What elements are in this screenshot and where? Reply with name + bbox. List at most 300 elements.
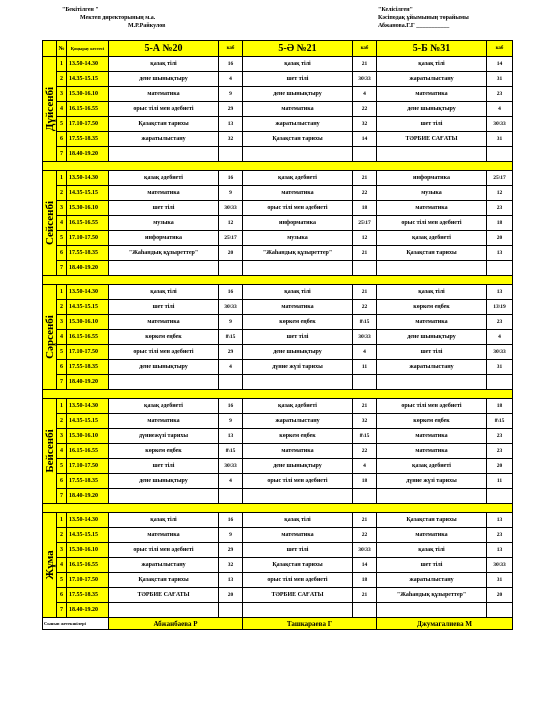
room-class-3 <box>487 603 513 618</box>
subject-class-2: қазақ тілі <box>243 285 353 300</box>
table-row <box>43 543 513 558</box>
subject-class-3: математика <box>377 315 487 330</box>
room-class-2 <box>353 375 377 390</box>
table-row <box>43 414 513 429</box>
room-class-3: 13\19 <box>487 300 513 315</box>
lesson-number: 7 <box>57 261 67 276</box>
lesson-time: 14.35-15.15 <box>67 300 109 315</box>
header-class-2: 5-Ә №21 <box>243 41 353 57</box>
room-class-2: 8\15 <box>353 315 377 330</box>
lesson-time: 18.40-19.20 <box>67 489 109 504</box>
room-class-2: 32 <box>353 414 377 429</box>
lesson-number: 2 <box>57 72 67 87</box>
lesson-number: 2 <box>57 186 67 201</box>
subject-class-1 <box>109 489 219 504</box>
lesson-time: 17.55-18.35 <box>67 588 109 603</box>
lesson-number: 2 <box>57 300 67 315</box>
subject-class-3: қазақ әдебиеті <box>377 231 487 246</box>
table-row <box>43 231 513 246</box>
table-row <box>43 513 513 528</box>
approved-label: "Бекітілген " <box>62 7 99 13</box>
room-class-1: 16 <box>219 399 243 414</box>
subject-class-2: математика <box>243 444 353 459</box>
table-row <box>43 57 513 72</box>
subject-class-3: қазақ әдебиеті <box>377 459 487 474</box>
subject-class-1: математика <box>109 87 219 102</box>
room-class-1: 8\15 <box>219 444 243 459</box>
room-class-3: 23 <box>487 444 513 459</box>
room-class-1: 4 <box>219 360 243 375</box>
header-lesson-time: Қоңырау кестесі <box>67 41 109 57</box>
table-row <box>43 300 513 315</box>
room-class-3: 23 <box>487 528 513 543</box>
subject-class-3: математика <box>377 87 487 102</box>
subject-class-2: Қазақстан тарихы <box>243 132 353 147</box>
subject-class-3: "Жаһандық құзыреттер" <box>377 588 487 603</box>
room-class-3: 20 <box>487 231 513 246</box>
table-row <box>43 489 513 504</box>
table-row <box>43 444 513 459</box>
approver-position: Мектеп директорының м.а. <box>80 15 156 21</box>
day-name: Дүйсенбі <box>43 86 56 132</box>
day-label <box>43 399 57 504</box>
day-separator-cell <box>43 276 513 285</box>
lesson-number: 1 <box>57 399 67 414</box>
room-class-3: 13 <box>487 285 513 300</box>
room-class-1: 30\33 <box>219 300 243 315</box>
room-class-2: 18 <box>353 201 377 216</box>
lesson-number: 2 <box>57 414 67 429</box>
room-class-3: 13 <box>487 246 513 261</box>
table-row <box>43 603 513 618</box>
lesson-time: 18.40-19.20 <box>67 147 109 162</box>
table-row <box>43 459 513 474</box>
subject-class-1: орыс тілі мен әдебиеті <box>109 345 219 360</box>
subject-class-2: дене шынықтыру <box>243 87 353 102</box>
room-class-1: 9 <box>219 315 243 330</box>
subject-class-1: Қазақстан тарихы <box>109 117 219 132</box>
footer-label: Сынып жетекшілері <box>43 618 109 630</box>
lesson-number: 5 <box>57 117 67 132</box>
lesson-number: 3 <box>57 87 67 102</box>
room-class-1: 29 <box>219 345 243 360</box>
room-class-3: 20 <box>487 588 513 603</box>
subject-class-2: көркем еңбек <box>243 429 353 444</box>
lesson-number: 3 <box>57 201 67 216</box>
subject-class-1: шет тілі <box>109 201 219 216</box>
day-separator-cell <box>43 504 513 513</box>
subject-class-2 <box>243 261 353 276</box>
subject-class-2: қазақ әдебиеті <box>243 399 353 414</box>
subject-class-1: шет тілі <box>109 300 219 315</box>
lesson-time: 14.35-15.15 <box>67 186 109 201</box>
subject-class-2: Қазақстан тарихы <box>243 558 353 573</box>
room-class-1: 13 <box>219 117 243 132</box>
room-class-1 <box>219 489 243 504</box>
room-class-1 <box>219 603 243 618</box>
subject-class-1: математика <box>109 186 219 201</box>
subject-class-2: математика <box>243 528 353 543</box>
subject-class-2: "Жаһандық құзыреттер" <box>243 246 353 261</box>
lesson-number: 7 <box>57 489 67 504</box>
lesson-time: 17.10-17.50 <box>67 573 109 588</box>
subject-class-3: жаратылыстану <box>377 72 487 87</box>
room-class-1: 20 <box>219 588 243 603</box>
header-number: № <box>57 41 67 57</box>
room-class-3: 4 <box>487 330 513 345</box>
room-class-3: 13 <box>487 543 513 558</box>
lesson-time: 16.15-16.55 <box>67 102 109 117</box>
subject-class-3 <box>377 261 487 276</box>
subject-class-1 <box>109 261 219 276</box>
lesson-number: 5 <box>57 459 67 474</box>
room-class-1: 16 <box>219 285 243 300</box>
subject-class-3 <box>377 375 487 390</box>
lesson-number: 6 <box>57 246 67 261</box>
table-row <box>43 474 513 489</box>
room-class-1: 4 <box>219 72 243 87</box>
class-teacher-2: Ташкараева Г <box>243 618 377 630</box>
subject-class-3: математика <box>377 429 487 444</box>
room-class-3: 31 <box>487 132 513 147</box>
lesson-number: 4 <box>57 558 67 573</box>
subject-class-3: дене шынықтыру <box>377 102 487 117</box>
room-class-3: 13 <box>487 513 513 528</box>
subject-class-1: дүниежүзі тарихы <box>109 429 219 444</box>
room-class-3: 23 <box>487 87 513 102</box>
room-class-1: 9 <box>219 87 243 102</box>
room-class-1: 20 <box>219 246 243 261</box>
lesson-number: 6 <box>57 132 67 147</box>
subject-class-2: орыс тілі мен әдебиеті <box>243 474 353 489</box>
subject-class-1: қазақ әдебиеті <box>109 399 219 414</box>
table-row <box>43 558 513 573</box>
lesson-time: 13.50-14.30 <box>67 57 109 72</box>
subject-class-1: орыс тілі мен әдебиеті <box>109 543 219 558</box>
room-class-1: 9 <box>219 414 243 429</box>
room-class-1: 13 <box>219 429 243 444</box>
subject-class-1: жаратылыстану <box>109 132 219 147</box>
room-class-2: 14 <box>353 132 377 147</box>
room-class-2: 22 <box>353 300 377 315</box>
subject-class-3: орыс тілі мен әдебиеті <box>377 399 487 414</box>
table-row <box>43 171 513 186</box>
subject-class-1: орыс тілі мен әдебиеті <box>109 102 219 117</box>
subject-class-3: қазақ тілі <box>377 57 487 72</box>
subject-class-2: дене шынықтыру <box>243 459 353 474</box>
lesson-time: 16.15-16.55 <box>67 216 109 231</box>
lesson-number: 4 <box>57 102 67 117</box>
lesson-time: 13.50-14.30 <box>67 171 109 186</box>
subject-class-1: дене шынықтыру <box>109 474 219 489</box>
table-row <box>43 345 513 360</box>
table-row <box>43 399 513 414</box>
room-class-3 <box>487 261 513 276</box>
room-class-2: 21 <box>353 57 377 72</box>
room-class-3: 25\17 <box>487 171 513 186</box>
lesson-number: 5 <box>57 573 67 588</box>
subject-class-2: информатика <box>243 216 353 231</box>
subject-class-1 <box>109 147 219 162</box>
room-class-2 <box>353 261 377 276</box>
subject-class-2: шет тілі <box>243 72 353 87</box>
subject-class-1: қазақ тілі <box>109 513 219 528</box>
subject-class-2: шет тілі <box>243 330 353 345</box>
subject-class-2: математика <box>243 102 353 117</box>
lesson-time: 16.15-16.55 <box>67 444 109 459</box>
header-room-3: каб <box>487 41 513 57</box>
room-class-3: 31 <box>487 573 513 588</box>
subject-class-2 <box>243 147 353 162</box>
table-row <box>43 186 513 201</box>
table-row <box>43 246 513 261</box>
room-class-3: 20 <box>487 459 513 474</box>
subject-class-2: көркем еңбек <box>243 315 353 330</box>
lesson-time: 16.15-16.55 <box>67 558 109 573</box>
table-row <box>43 360 513 375</box>
subject-class-3: математика <box>377 444 487 459</box>
header-class-1: 5-А №20 <box>109 41 219 57</box>
subject-class-1: математика <box>109 528 219 543</box>
table-row <box>43 573 513 588</box>
lesson-number: 4 <box>57 444 67 459</box>
lesson-time: 15.30-16.10 <box>67 315 109 330</box>
subject-class-1: қазақ әдебиеті <box>109 171 219 186</box>
room-class-1 <box>219 261 243 276</box>
room-class-2: 30\33 <box>353 330 377 345</box>
lesson-time: 17.10-17.50 <box>67 459 109 474</box>
room-class-2: 4 <box>353 459 377 474</box>
room-class-2: 11 <box>353 360 377 375</box>
table-row <box>43 315 513 330</box>
lesson-number: 1 <box>57 171 67 186</box>
lesson-number: 1 <box>57 285 67 300</box>
lesson-time: 14.35-15.15 <box>67 414 109 429</box>
table-row <box>43 216 513 231</box>
subject-class-2: музыка <box>243 231 353 246</box>
approval-block <box>62 6 262 30</box>
room-class-2 <box>353 603 377 618</box>
table-row <box>43 429 513 444</box>
room-class-1: 32 <box>219 132 243 147</box>
subject-class-2: математика <box>243 300 353 315</box>
subject-class-3: көркем еңбек <box>377 414 487 429</box>
lesson-time: 13.50-14.30 <box>67 513 109 528</box>
subject-class-3: жаратылыстану <box>377 573 487 588</box>
day-label <box>43 285 57 390</box>
subject-class-3: қазақ тілі <box>377 285 487 300</box>
lesson-time: 17.55-18.35 <box>67 360 109 375</box>
lesson-number: 2 <box>57 528 67 543</box>
room-class-1: 4 <box>219 474 243 489</box>
room-class-2 <box>353 147 377 162</box>
subject-class-2 <box>243 375 353 390</box>
subject-class-3: жаратылыстану <box>377 360 487 375</box>
subject-class-1: математика <box>109 414 219 429</box>
subject-class-3: қазақ тілі <box>377 543 487 558</box>
header-room-2: каб <box>353 41 377 57</box>
lesson-time: 15.30-16.10 <box>67 429 109 444</box>
room-class-2: 14 <box>353 558 377 573</box>
subject-class-2 <box>243 603 353 618</box>
table-row <box>43 87 513 102</box>
lesson-time: 17.10-17.50 <box>67 117 109 132</box>
room-class-1 <box>219 147 243 162</box>
day-separator <box>43 390 513 399</box>
room-class-1: 12 <box>219 216 243 231</box>
subject-class-1 <box>109 603 219 618</box>
day-label <box>43 57 57 162</box>
room-class-2: 21 <box>353 246 377 261</box>
footer-row <box>43 618 513 630</box>
room-class-3: 23 <box>487 429 513 444</box>
lesson-number: 7 <box>57 147 67 162</box>
room-class-2: 21 <box>353 588 377 603</box>
room-class-2: 4 <box>353 345 377 360</box>
lesson-time: 17.55-18.35 <box>67 246 109 261</box>
room-class-3: 12 <box>487 186 513 201</box>
room-class-3: 14 <box>487 57 513 72</box>
subject-class-1: шет тілі <box>109 459 219 474</box>
lesson-time: 18.40-19.20 <box>67 603 109 618</box>
subject-class-3: музыка <box>377 186 487 201</box>
room-class-3: 18 <box>487 399 513 414</box>
subject-class-1: қазақ тілі <box>109 57 219 72</box>
subject-class-3: дене шынықтыру <box>377 330 487 345</box>
room-class-2: 8\15 <box>353 429 377 444</box>
table-row <box>43 147 513 162</box>
room-class-1: 16 <box>219 57 243 72</box>
day-separator-cell <box>43 390 513 399</box>
room-class-3 <box>487 489 513 504</box>
header-blank <box>43 41 57 57</box>
subject-class-3: ТӘРБИЕ САҒАТЫ <box>377 132 487 147</box>
room-class-3 <box>487 147 513 162</box>
subject-class-2: жаратылыстану <box>243 414 353 429</box>
room-class-3: 23 <box>487 201 513 216</box>
room-class-2: 18 <box>353 573 377 588</box>
room-class-3: 23 <box>487 315 513 330</box>
table-header-row <box>43 41 513 57</box>
room-class-1: 9 <box>219 186 243 201</box>
table-row <box>43 261 513 276</box>
room-class-2: 22 <box>353 102 377 117</box>
day-name: Сейсенбі <box>43 200 56 246</box>
lesson-time: 17.10-17.50 <box>67 231 109 246</box>
subject-class-2: дене шынықтыру <box>243 345 353 360</box>
subject-class-3: көркем еңбек <box>377 300 487 315</box>
day-label <box>43 171 57 276</box>
table-row <box>43 117 513 132</box>
lesson-number: 3 <box>57 543 67 558</box>
header-class-3: 5-Б №31 <box>377 41 487 57</box>
room-class-2: 25\17 <box>353 216 377 231</box>
lesson-number: 5 <box>57 345 67 360</box>
subject-class-2: қазақ әдебиеті <box>243 171 353 186</box>
subject-class-3: информатика <box>377 171 487 186</box>
lesson-time: 14.35-15.15 <box>67 72 109 87</box>
day-name: Жұма <box>43 550 56 580</box>
room-class-1: 8\15 <box>219 330 243 345</box>
subject-class-1: дене шынықтыру <box>109 360 219 375</box>
lesson-time: 14.35-15.15 <box>67 528 109 543</box>
subject-class-2: шет тілі <box>243 543 353 558</box>
day-separator-cell <box>43 162 513 171</box>
subject-class-1: музыка <box>109 216 219 231</box>
room-class-2: 12 <box>353 231 377 246</box>
room-class-2: 30\33 <box>353 543 377 558</box>
class-teacher-1: Абжанбаева Р <box>109 618 243 630</box>
table-row <box>43 588 513 603</box>
lesson-time: 15.30-16.10 <box>67 201 109 216</box>
lesson-number: 4 <box>57 216 67 231</box>
room-class-3: 4 <box>487 102 513 117</box>
room-class-1: 29 <box>219 102 243 117</box>
room-class-2: 22 <box>353 528 377 543</box>
subject-class-3: Қазақстан тарихы <box>377 246 487 261</box>
room-class-2: 18 <box>353 474 377 489</box>
lesson-time: 18.40-19.20 <box>67 261 109 276</box>
table-row <box>43 375 513 390</box>
room-class-2: 4 <box>353 87 377 102</box>
subject-class-1: көркем еңбек <box>109 330 219 345</box>
day-separator <box>43 162 513 171</box>
subject-class-1: Қазақстан тарихы <box>109 573 219 588</box>
subject-class-3: шет тілі <box>377 558 487 573</box>
lesson-number: 1 <box>57 57 67 72</box>
subject-class-1: ТӘРБИЕ САҒАТЫ <box>109 588 219 603</box>
room-class-3: 30\33 <box>487 345 513 360</box>
subject-class-3: Қазақстан тарихы <box>377 513 487 528</box>
lesson-time: 18.40-19.20 <box>67 375 109 390</box>
subject-class-2: орыс тілі мен әдебиеті <box>243 573 353 588</box>
room-class-1: 25\17 <box>219 231 243 246</box>
room-class-2: 22 <box>353 186 377 201</box>
subject-class-1: жаратылыстану <box>109 558 219 573</box>
subject-class-2: математика <box>243 186 353 201</box>
room-class-1: 29 <box>219 543 243 558</box>
day-separator <box>43 504 513 513</box>
room-class-1: 16 <box>219 171 243 186</box>
subject-class-1: математика <box>109 315 219 330</box>
agreed-label: "Келісілген" <box>378 7 413 13</box>
lesson-time: 15.30-16.10 <box>67 543 109 558</box>
room-class-1: 16 <box>219 513 243 528</box>
subject-class-1: "Жаһандық құзыреттер" <box>109 246 219 261</box>
lesson-time: 15.30-16.10 <box>67 87 109 102</box>
subject-class-2: орыс тілі мен әдебиеті <box>243 201 353 216</box>
approver-name: М.Р.Райкулов <box>128 23 166 29</box>
schedule-table <box>42 40 513 630</box>
subject-class-1: көркем еңбек <box>109 444 219 459</box>
subject-class-1: информатика <box>109 231 219 246</box>
lesson-number: 6 <box>57 360 67 375</box>
subject-class-3 <box>377 603 487 618</box>
table-row <box>43 72 513 87</box>
room-class-1: 30\33 <box>219 459 243 474</box>
lesson-time: 13.50-14.30 <box>67 399 109 414</box>
subject-class-1: қазақ тілі <box>109 285 219 300</box>
room-class-2: 21 <box>353 171 377 186</box>
class-teacher-3: Джумагалиева М <box>377 618 513 630</box>
subject-class-2: дүние жүзі тарихы <box>243 360 353 375</box>
agreement-block <box>378 6 548 30</box>
room-class-3: 18 <box>487 216 513 231</box>
lesson-time: 17.10-17.50 <box>67 345 109 360</box>
room-class-1: 30\33 <box>219 201 243 216</box>
table-row <box>43 528 513 543</box>
lesson-number: 6 <box>57 588 67 603</box>
